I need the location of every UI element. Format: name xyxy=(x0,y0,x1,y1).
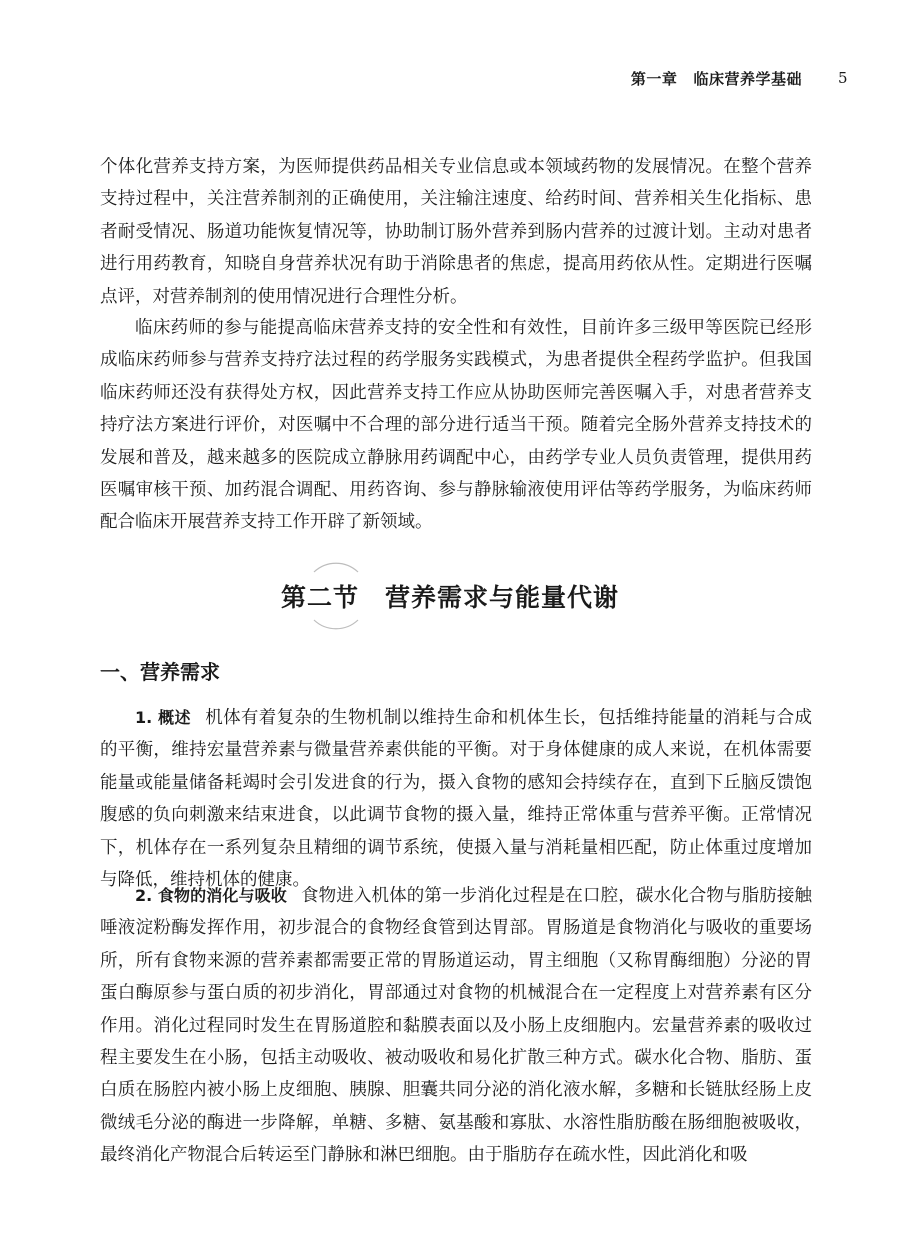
item-paragraph-digestion xyxy=(100,880,812,1172)
item-lead-digestion: 2. 食物的消化与吸收 xyxy=(135,886,287,905)
section-heading xyxy=(0,560,900,632)
item-lead-overview: 1. 概述 xyxy=(135,708,191,727)
body-paragraph-2: 临床药师的参与能提高临床营养支持的安全性和有效性，目前许多三级甲等医院已经形成临床药师参与营养支持疗法过程的药学服务实践模式，为患者提供全程药学监护。但我国临床药师还没有获得处方权，因此营养支持工作应从协助医师完善医嘱入手，对患者营养支持疗法方案进行评价，对医嘱中不合理的部分进行适当干预。随着完全肠外营养支持技术的发展和普及，越来越多的医院成立静脉用药调配中心，由药学专业人员负责管理，提供用药医嘱审核干预、加药混合调配、用药咨询、参与静脉输液使用评估等药学服务，为临床药师配合临床开展营养支持工作开辟了新领域。 xyxy=(100,318,812,533)
subsection-title: 一、营养需求 xyxy=(100,660,220,684)
item-text-digestion: 食物进入机体的第一步消化过程是在口腔，碳水化合物与脂肪接触唾液淀粉酶发挥作用，初步混合的食物经食管到达胃部。胃肠道是食物消化与吸收的重要场所，所有食物来源的营养素都需要正常的胃肠道运动，胃主细胞（又称胃酶细胞）分泌的胃蛋白酶原参与蛋白质的初步消化，胃部通过对食物的机械混合在一定程度上对营养素有区分作用。消化过程同时发生在胃肠道腔和黏膜表面以及小肠上皮细胞内。宏量营养素的吸收过程主要发生在小肠，包括主动吸收、被动吸收和易化扩散三种方式。碳水化合物、脂肪、蛋白质在肠腔内被小肠上皮细胞、胰腺、胆囊共同分泌的消化液水解，多糖和长链肽经肠上皮微绒毛分泌的酶进一步降解，单糖、多糖、氨基酸和寡肽、水溶性脂肪酸在肠细胞被吸收，最终消化产物混合后转运至门静脉和淋巴细胞。由于脂肪存在疏水性，因此消化和吸 xyxy=(100,886,812,1166)
item-text-overview: 机体有着复杂的生物机制以维持生命和机体生长，包括维持能量的消耗与合成的平衡，维持宏量营养素与微量营养素供能的平衡。对于身体健康的成人来说，在机体需要能量或能量储备耗竭时会引发进食的行为，摄入食物的感知会持续存在，直到下丘脑反馈饱腹感的负向刺激来结束进食，以此调节食物的摄入量，维持正常体重与营养平衡。正常情况下，机体存在一系列复杂且精细的调节系统，使摄入量与消耗量相匹配，防止体重过度增加与降低，维持机体的健康。 xyxy=(100,708,812,891)
running-header xyxy=(631,66,848,90)
page-number: 5 xyxy=(837,69,848,87)
body-paragraph-1: 个体化营养支持方案，为医师提供药品相关专业信息或本领域药物的发展情况。在整个营养支持过程中，关注营养制剂的正确使用，关注输注速度、给药时间、营养相关生化指标、患者耐受情况、肠道功能恢复情况等，协助制订肠外营养到肠内营养的过渡计划。主动对患者进行用药教育，知晓自身营养状况有助于消除患者的焦虑，提高用药依从性。定期进行医嘱点评，对营养制剂的使用情况进行合理性分析。 xyxy=(100,157,812,307)
item-paragraph-overview xyxy=(100,702,812,896)
section-title: 第二节 营养需求与能量代谢 xyxy=(280,583,619,612)
header-chapter-title: 临床营养学基础 xyxy=(693,69,802,88)
header-chapter: 第一章 xyxy=(630,69,678,88)
